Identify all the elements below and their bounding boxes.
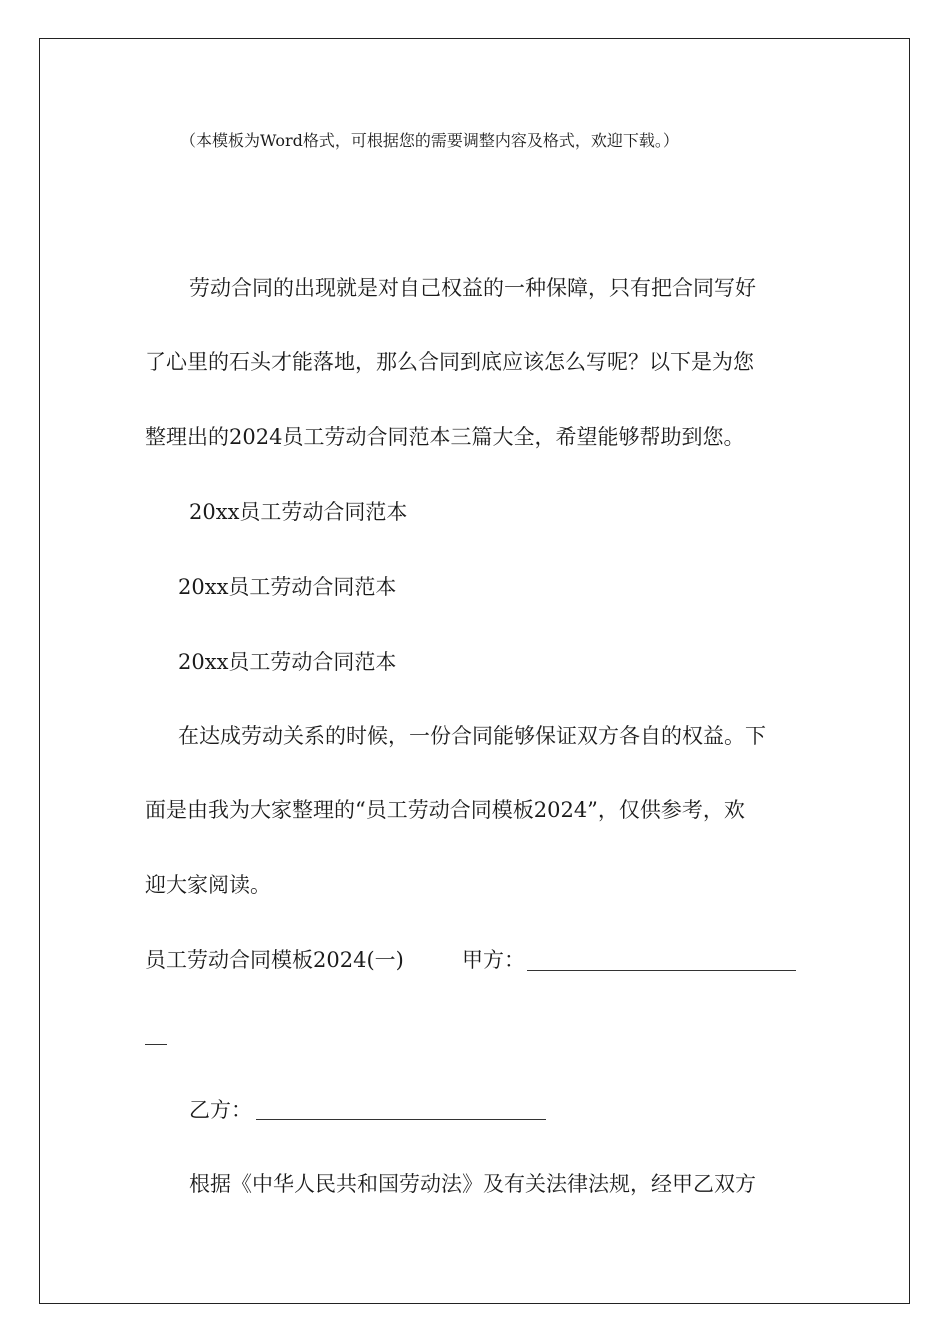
link-contract-sample-1[interactable]: 20xx员工劳动合同范本 [189,500,408,524]
party-a-blank [527,950,796,971]
para2-line-3: 迎大家阅读。 [145,873,271,897]
party-a-label: 甲方： [462,948,525,972]
template-note: （本模板为Word格式，可根据您的需要调整内容及格式，欢迎下载。） [180,131,679,150]
intro-line-2: 了心里的石头才能落地，那么合同到底应该怎么写呢？以下是为您 [145,350,754,374]
party-b-label: 乙方： [189,1098,252,1122]
para2-line-1: 在达成劳动关系的时候，一份合同能够保证双方各自的权益。下 [178,724,766,748]
intro-line-3: 整理出的2024员工劳动合同范本三篇大全，希望能够帮助到您。 [145,425,745,449]
link-contract-sample-3[interactable]: 20xx员工劳动合同范本 [178,650,397,674]
contract-heading: 员工劳动合同模板2024(一) [145,948,404,972]
link-contract-sample-2[interactable]: 20xx员工劳动合同范本 [178,575,397,599]
intro-line-1: 劳动合同的出现就是对自己权益的一种保障，只有把合同写好 [189,276,756,300]
para2-line-2: 面是由我为大家整理的“员工劳动合同模板2024”，仅供参考，欢 [145,798,745,822]
contract-basis-line: 根据《中华人民共和国劳动法》及有关法律法规，经甲乙双方 [189,1172,756,1196]
party-a-blank-continued [145,1024,167,1045]
party-b-blank [256,1099,546,1120]
